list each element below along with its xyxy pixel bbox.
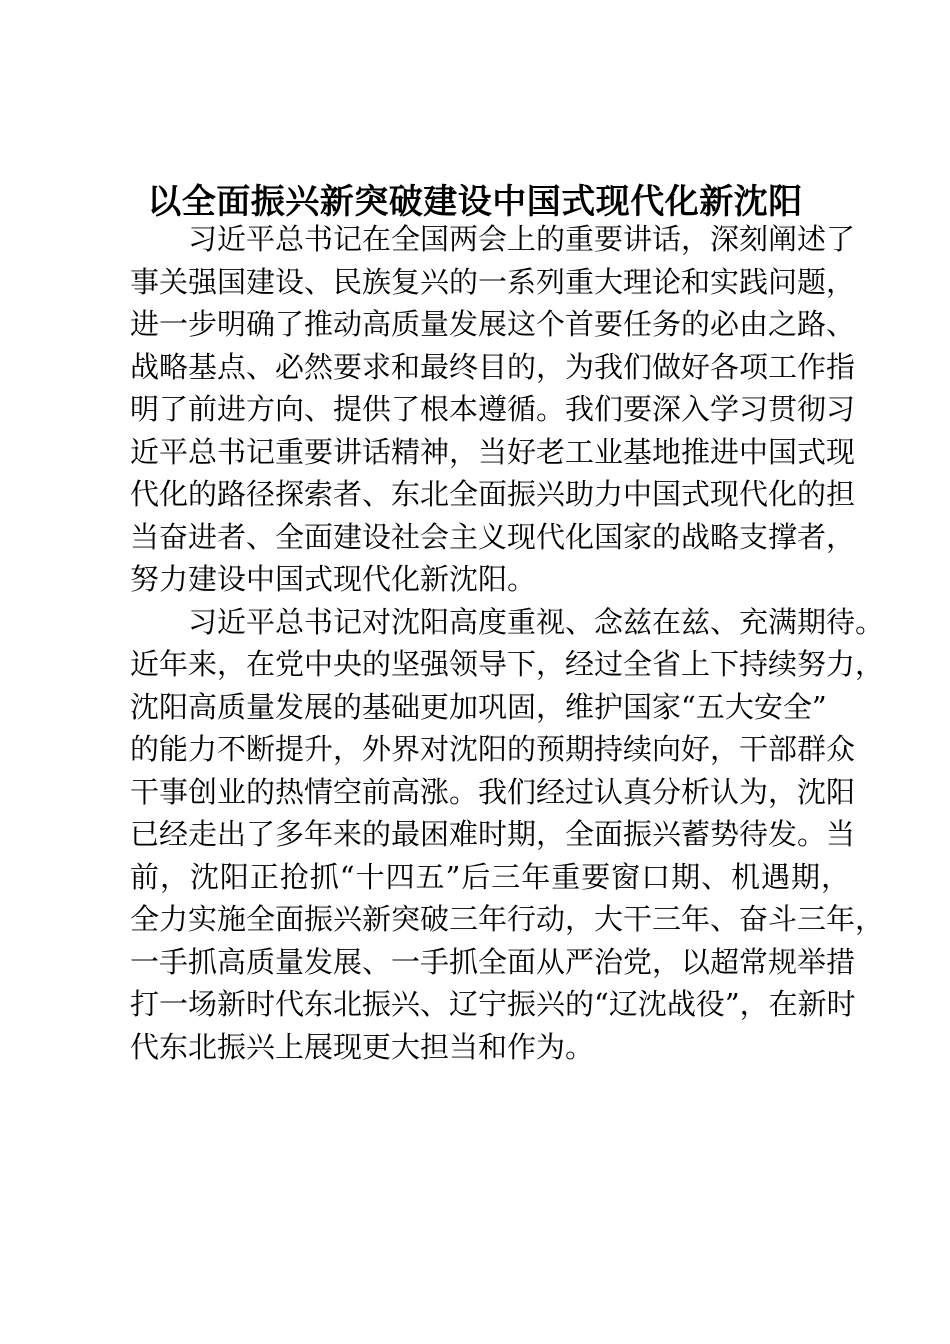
paragraph-line: 事关强国建设、民族复兴的一系列重大理论和实践问题， [130,264,856,299]
document-body [130,218,885,1068]
paragraph-line: 明了前进方向、提供了根本遵循。我们要深入学习贯彻习 [130,392,856,426]
paragraph-line: 代东北振兴上展现更大担当和作为。 [130,1029,595,1064]
paragraph-line: 沈阳高质量发展的基础更加巩固，维护国家“五大安全” [130,689,827,724]
paragraph-1 [130,218,856,601]
paragraph-line: 干事创业的热情空前高涨。我们经过认真分析认为，沈阳 [130,774,856,809]
paragraph-line: 战略基点、必然要求和最终目的，为我们做好各项工作指 [130,349,856,384]
paragraph-line: 的能力不断提升，外界对沈阳的预期持续向好，干部群众 [130,732,856,766]
paragraph-line: 习近平总书记在全国两会上的重要讲话，深刻阐述了 [188,222,856,256]
paragraph-line: 进一步明确了推动高质量发展这个首要任务的必由之路、 [130,307,856,341]
paragraph-line: 近平总书记重要讲话精神，当好老工业基地推进中国式现 [130,434,856,469]
paragraph-line: 努力建设中国式现代化新沈阳。 [130,562,537,596]
document-title: 以全面振兴新突破建设中国式现代化新沈阳 [147,182,803,222]
paragraph-line: 一手抓高质量发展、一手抓全面从严治党，以超常规举措 [130,944,856,979]
paragraph-line: 前，沈阳正抢抓“十四五”后三年重要窗口期、机遇期， [130,859,850,894]
paragraph-line: 已经走出了多年来的最困难时期，全面振兴蓄势待发。当 [130,817,856,851]
paragraph-line: 当奋进者、全面建设社会主义现代化国家的战略支撑者， [130,519,856,554]
paragraph-line: 习近平总书记对沈阳高度重视、念兹在兹、充满期待。 [188,604,885,639]
paragraph-2 [130,601,885,1069]
paragraph-line: 打一场新时代东北振兴、辽宁振兴的“辽沈战役”，在新时 [130,987,856,1021]
paragraph-line: 近年来，在党中央的坚强领导下，经过全省上下持续努力， [130,647,885,681]
paragraph-line: 全力实施全面振兴新突破三年行动，大干三年、奋斗三年， [130,902,885,936]
paragraph-line: 代化的路径探索者、东北全面振兴助力中国式现代化的担 [130,477,856,511]
